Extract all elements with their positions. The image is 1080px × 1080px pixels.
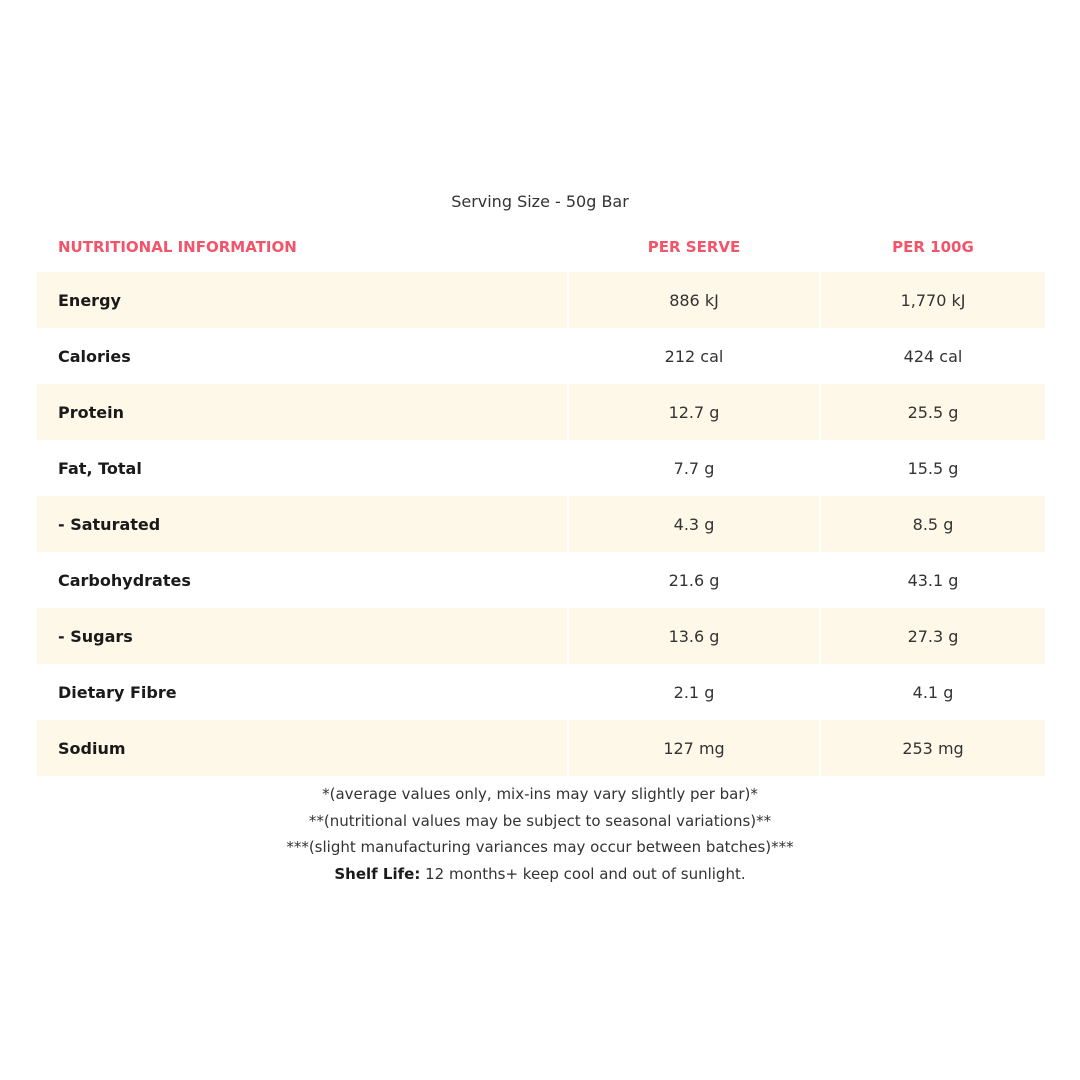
table-row [37,440,1045,496]
serving-size: Serving Size - 50g Bar [451,192,629,211]
per-serve-value: 12.7 g [567,384,821,440]
header-per-100g: PER 100G [892,238,974,256]
nutrient-name: Protein [58,402,124,422]
shelf-life [0,861,1080,888]
per-serve-value: 127 mg [567,720,821,776]
per-serve-value: 886 kJ [567,272,821,328]
per-100g-value: 4.1 g [912,682,954,702]
footnote-average-values: *(average values only, mix-ins may vary slightly per bar)* [322,785,758,803]
per-serve-value: 4.3 g [567,496,821,552]
table-row [37,664,1045,720]
per-serve-value: 13.6 g [567,608,821,664]
table-row [37,272,1045,328]
table-row [37,720,1045,776]
nutrient-name: Energy [58,290,121,310]
shelf-life-text: 12 months+ keep cool and out of sunlight. [420,864,746,883]
per-100g-value: 1,770 kJ [900,290,966,310]
per-100g-value: 25.5 g [907,402,959,422]
nutrient-name: - Sugars [58,626,133,646]
footnote-seasonal-variations: **(nutritional values may be subject to seasonal variations)** [308,811,772,830]
table-row [37,384,1045,440]
per-serve-value: 7.7 g [673,458,715,478]
per-serve-value: 212 cal [664,346,724,366]
table-row [37,328,1045,384]
nutrient-name: Dietary Fibre [58,682,177,702]
header-per-serve: PER SERVE [647,238,741,256]
per-100g-value: 27.3 g [907,626,959,646]
nutrient-name: Sodium [58,738,126,758]
per-serve-value: 21.6 g [668,570,720,590]
per-100g-value: 253 mg [902,738,964,758]
nutrient-name: - Saturated [58,514,161,534]
per-100g-value: 8.5 g [912,514,954,534]
table-row [37,608,1045,664]
table-row [37,552,1045,608]
footnotes [0,781,1080,887]
nutrition-table [37,222,1045,776]
table-header [37,222,1045,272]
nutrient-name: Fat, Total [58,458,142,478]
nutrient-name: Carbohydrates [58,570,191,590]
per-100g-value: 15.5 g [907,458,959,478]
header-nutritional-information: NUTRITIONAL INFORMATION [58,238,297,256]
shelf-life-label: Shelf Life: [334,864,421,883]
footnote-manufacturing-variances: ***(slight manufacturing variances may occur between batches)*** [286,838,794,856]
per-100g-value: 424 cal [903,346,963,366]
per-serve-value: 2.1 g [673,682,715,702]
per-100g-value: 43.1 g [907,570,959,590]
nutrient-name: Calories [58,346,131,366]
table-row [37,496,1045,552]
